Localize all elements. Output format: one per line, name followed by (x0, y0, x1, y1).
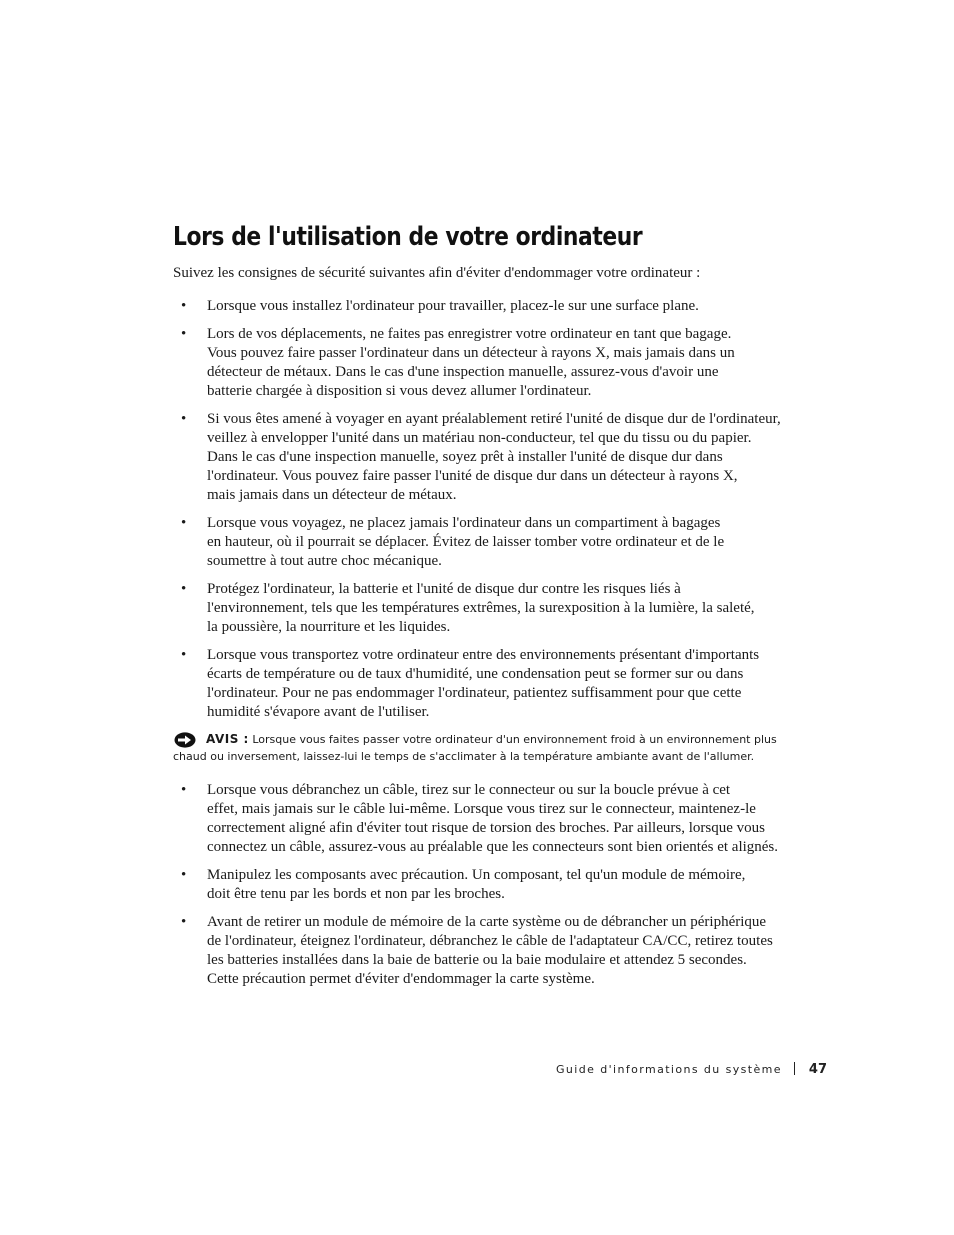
intro-paragraph: Suivez les consignes de sécurité suivantes afin d'éviter d'endommager votre ordinateur : (173, 265, 701, 281)
list-item-line: les batteries installées dans la baie de batterie ou la baie modulaire et attendez 5 secondes. (207, 952, 747, 968)
list-item-line: Lorsque vous voyagez, ne placez jamais l'ordinateur dans un compartiment à bagages (207, 515, 721, 531)
bullet-icon: • (181, 782, 187, 798)
list-item (173, 866, 833, 904)
bullet-icon: • (181, 647, 187, 663)
list-item-line: Manipulez les composants avec précaution. Un composant, tel qu'un module de mémoire, (207, 867, 746, 883)
list-item (173, 325, 833, 401)
list-item-line: en hauteur, où il pourrait se déplacer. Évitez de laisser tomber votre ordinateur et de le (207, 534, 725, 550)
list-item-line: mais jamais dans un détecteur de métaux. (207, 487, 457, 503)
list-item (173, 514, 833, 571)
list-item-line: connectez un câble, assurez-vous au préalable que les connecteurs sont bien orientés et alignés. (207, 839, 779, 855)
list-item-line: Vous pouvez faire passer l'ordinateur dans un détecteur à rayons X, mais jamais dans un (207, 345, 735, 361)
list-item (173, 781, 833, 857)
list-item-line: Protégez l'ordinateur, la batterie et l'unité de disque dur contre les risques liés à (207, 581, 681, 597)
page-title: Lors de l'utilisation de votre ordinateur (173, 222, 643, 252)
list-item-line: Avant de retirer un module de mémoire de la carte système ou de débrancher un périphérique (207, 914, 767, 930)
list-item-line: détecteur de métaux. Dans le cas d'une inspection manuelle, assurez-vous d'avoir une (207, 364, 719, 380)
bullet-icon: • (181, 326, 187, 342)
bullet-icon: • (181, 411, 187, 427)
list-item-line: Si vous êtes amené à voyager en ayant préalablement retiré l'unité de disque dur de l'ordinateur, (207, 411, 781, 427)
list-item-line: l'ordinateur. Vous pouvez faire passer l'unité de disque dur dans un détecteur à rayons X, (207, 468, 738, 484)
notice-box (173, 731, 833, 765)
list-item-line: Lorsque vous installez l'ordinateur pour travailler, placez-le sur une surface plane. (207, 298, 699, 314)
list-item-line: la poussière, la nourriture et les liquides. (207, 619, 451, 635)
list-item-line: de l'ordinateur, éteignez l'ordinateur, débranchez le câble de l'adaptateur CA/CC, retirez toutes (207, 933, 773, 949)
notice-text: Lorsque vous faites passer votre ordinateur d'un environnement froid à un environnement plus (252, 733, 777, 746)
bullet-icon: • (181, 914, 187, 930)
list-item-line: correctement aligné afin d'éviter tout risque de torsion des broches. Par ailleurs, lorsque vous (207, 820, 765, 836)
list-item (173, 580, 833, 637)
notice-label: AVIS : (206, 732, 249, 746)
notice-arrow-icon (174, 732, 196, 748)
list-item-line: soumettre à tout autre choc mécanique. (207, 553, 442, 569)
bullet-icon: • (181, 581, 187, 597)
list-item-line: l'environnement, tels que les températures extrêmes, la surexposition à la lumière, la saleté, (207, 600, 755, 616)
list-item-line: Cette précaution permet d'éviter d'endommager la carte système. (207, 971, 595, 987)
safety-instructions (173, 297, 833, 998)
list-item-line: Lors de vos déplacements, ne faites pas enregistrer votre ordinateur en tant que bagage. (207, 326, 732, 342)
list-item-line: l'ordinateur. Pour ne pas endommager l'ordinateur, patientez suffisamment pour que cette (207, 685, 742, 701)
page-footer (556, 1062, 827, 1077)
bullet-icon: • (181, 867, 187, 883)
list-item (173, 913, 833, 989)
list-item (173, 410, 833, 505)
list-item-line: doit être tenu par les bords et non par les broches. (207, 886, 505, 902)
list-item-line: Dans le cas d'une inspection manuelle, soyez prêt à installer l'unité de disque dur dans (207, 449, 723, 465)
notice-line: chaud ou inversement, laissez-lui le temps de s'acclimater à la température ambiante avant de l'allumer. (173, 750, 755, 763)
list-item (173, 297, 833, 316)
list-item-line: batterie chargée à disposition si vous devez allumer l'ordinateur. (207, 383, 592, 399)
list-item-line: écarts de température ou de taux d'humidité, une condensation peut se former sur ou dans (207, 666, 744, 682)
bullet-icon: • (181, 515, 187, 531)
bullet-icon: • (181, 298, 187, 314)
list-item-line: effet, mais jamais sur le câble lui-même. Lorsque vous tirez sur le connecteur, maintenez-le (207, 801, 756, 817)
notice-line (173, 731, 833, 748)
list-item (173, 646, 833, 722)
list-item-line: Lorsque vous transportez votre ordinateur entre des environnements présentant d'importants (207, 647, 760, 663)
list-item-line: Lorsque vous débranchez un câble, tirez sur le connecteur ou sur la boucle prévue à cet (207, 782, 731, 798)
page-number: 47 (808, 1062, 827, 1077)
footer-divider (794, 1062, 795, 1075)
footer-title: Guide d'informations du système (556, 1063, 782, 1076)
list-item-line: veillez à envelopper l'unité dans un matériau non-conducteur, tel que du tissu ou du papier. (207, 430, 752, 446)
list-item-line: humidité s'évapore avant de l'utiliser. (207, 704, 430, 720)
